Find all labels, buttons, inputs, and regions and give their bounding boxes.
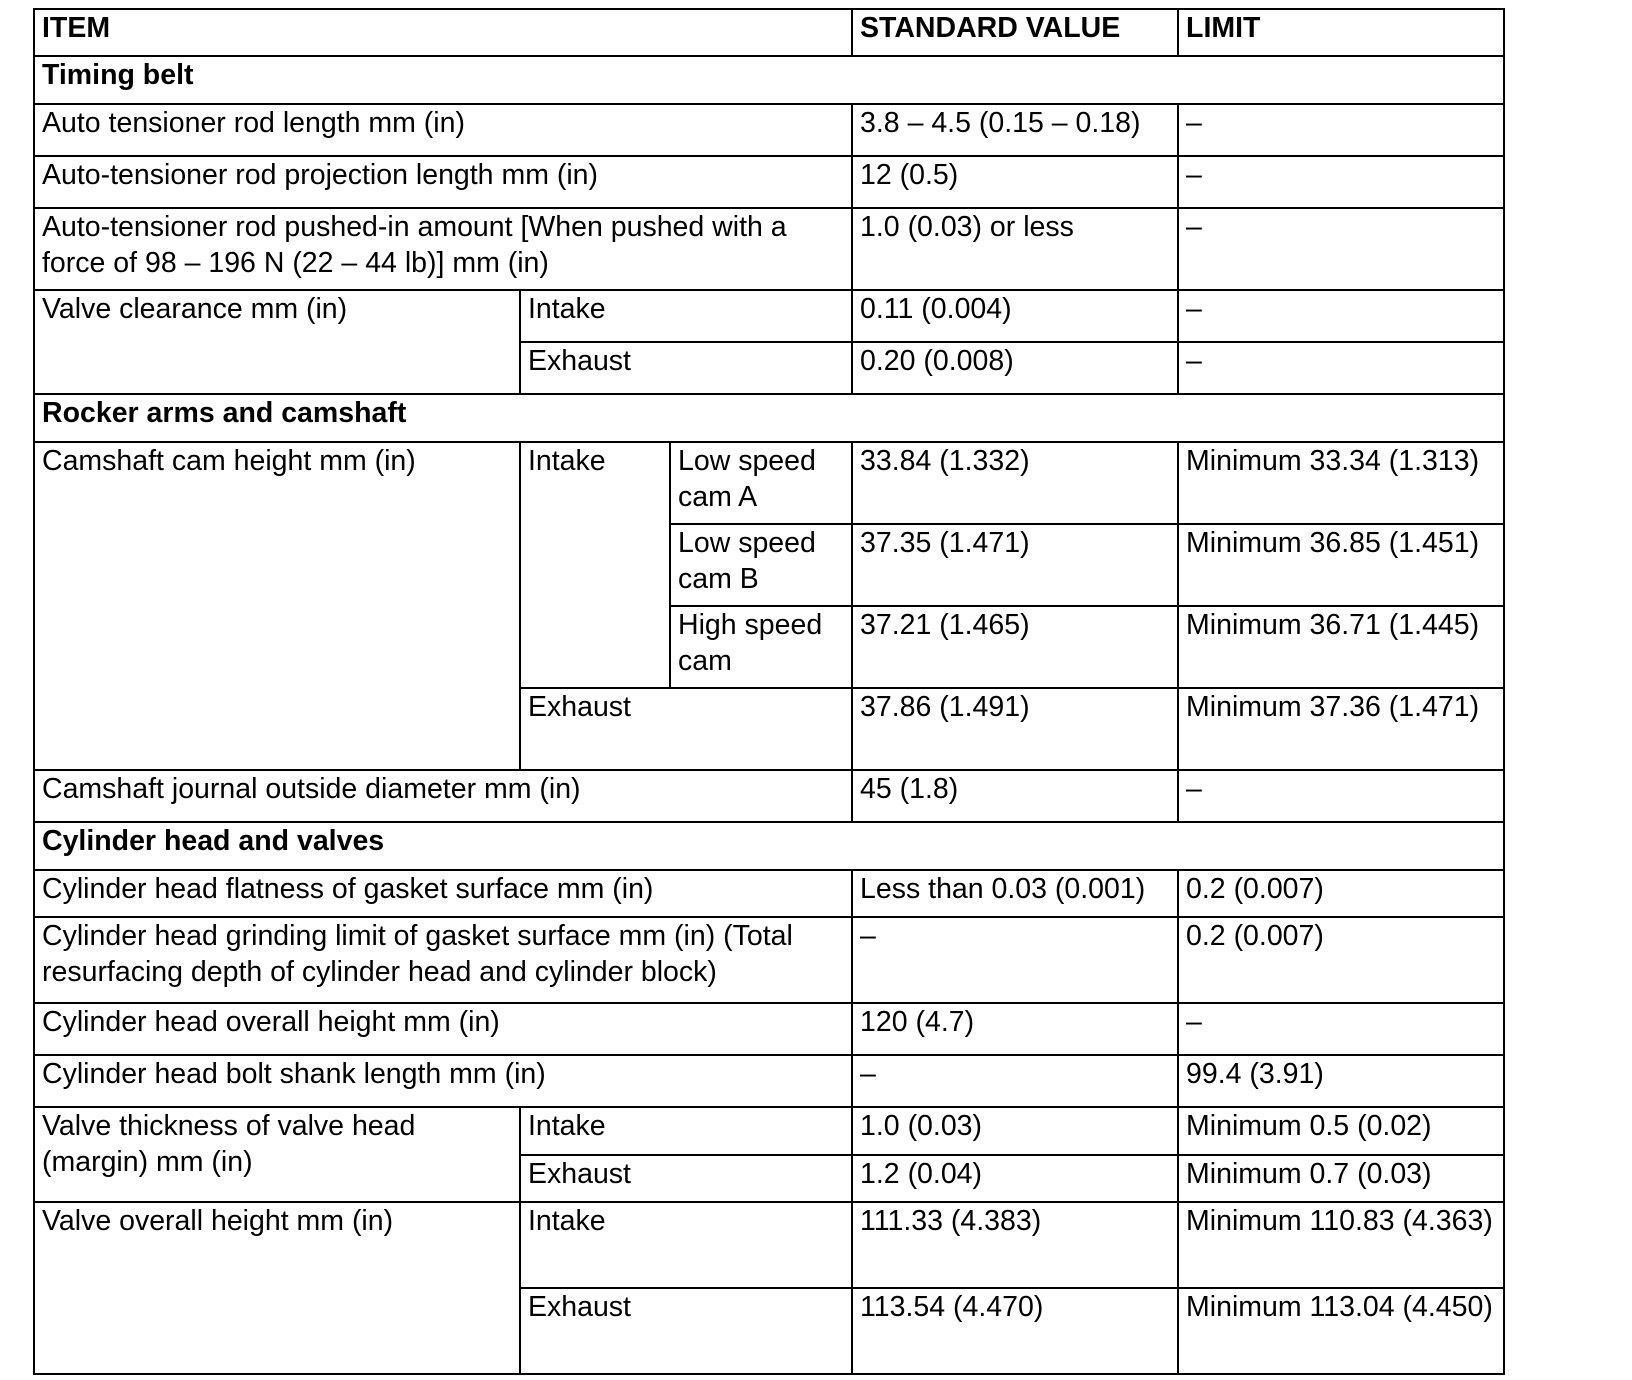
- standard-value-cell: 120 (4.7): [852, 1003, 1178, 1055]
- item-cell: Cylinder head bolt shank length mm (in): [34, 1055, 852, 1107]
- standard-value-cell: 37.86 (1.491): [852, 688, 1178, 770]
- item-cell: Cylinder head grinding limit of gasket surface mm (in) (Total resurfacing depth of cylinder head and cylinder block): [34, 917, 852, 1003]
- table-row: [34, 442, 1504, 524]
- table-row: [34, 870, 1504, 917]
- limit-cell: Minimum 36.85 (1.451): [1178, 524, 1504, 606]
- limit-cell: 0.2 (0.007): [1178, 917, 1504, 1003]
- sub-sub-item-cell: High speed cam: [670, 606, 852, 688]
- standard-value-cell: 0.20 (0.008): [852, 342, 1178, 394]
- section-title: Rocker arms and camshaft: [34, 394, 1504, 442]
- sub-item-cell: Intake: [520, 1202, 852, 1288]
- standard-value-cell: 1.0 (0.03): [852, 1107, 1178, 1155]
- sub-sub-item-cell: Low speed cam A: [670, 442, 852, 524]
- section-row-timing-belt: [34, 56, 1504, 104]
- section-row-cylinder-head: [34, 822, 1504, 870]
- sub-item-cell: Intake: [520, 442, 670, 688]
- standard-value-cell: 113.54 (4.470): [852, 1288, 1178, 1374]
- standard-value-cell: 33.84 (1.332): [852, 442, 1178, 524]
- section-row-rocker-arms: [34, 394, 1504, 442]
- section-title: Timing belt: [34, 56, 1504, 104]
- limit-cell: –: [1178, 104, 1504, 156]
- item-cell: Cylinder head flatness of gasket surface mm (in): [34, 870, 852, 917]
- standard-value-cell: –: [852, 917, 1178, 1003]
- limit-cell: 99.4 (3.91): [1178, 1055, 1504, 1107]
- limit-cell: –: [1178, 770, 1504, 822]
- standard-value-cell: 3.8 – 4.5 (0.15 – 0.18): [852, 104, 1178, 156]
- limit-cell: –: [1178, 342, 1504, 394]
- table-row: [34, 770, 1504, 822]
- limit-cell: –: [1178, 290, 1504, 342]
- header-item: ITEM: [34, 9, 852, 56]
- limit-cell: –: [1178, 156, 1504, 208]
- table-row: [34, 1055, 1504, 1107]
- item-cell: Auto tensioner rod length mm (in): [34, 104, 852, 156]
- standard-value-cell: Less than 0.03 (0.001): [852, 870, 1178, 917]
- table-row: [34, 917, 1504, 1003]
- table-row: [34, 1003, 1504, 1055]
- item-cell: Camshaft cam height mm (in): [34, 442, 520, 770]
- item-cell: Cylinder head overall height mm (in): [34, 1003, 852, 1055]
- item-cell: Auto-tensioner rod pushed-in amount [When pushed with a force of 98 – 196 N (22 – 44 lb)] mm (in): [34, 208, 852, 290]
- limit-cell: Minimum 113.04 (4.450): [1178, 1288, 1504, 1374]
- limit-cell: –: [1178, 1003, 1504, 1055]
- specification-table: [33, 8, 1505, 1375]
- sub-item-cell: Intake: [520, 290, 852, 342]
- item-cell: Camshaft journal outside diameter mm (in): [34, 770, 852, 822]
- table-row: [34, 1202, 1504, 1288]
- limit-cell: Minimum 0.7 (0.03): [1178, 1155, 1504, 1202]
- item-cell: Valve overall height mm (in): [34, 1202, 520, 1374]
- item-cell: Valve clearance mm (in): [34, 290, 520, 394]
- limit-cell: Minimum 37.36 (1.471): [1178, 688, 1504, 770]
- item-cell: Auto-tensioner rod projection length mm (in): [34, 156, 852, 208]
- sub-sub-item-cell: Low speed cam B: [670, 524, 852, 606]
- item-cell: Valve thickness of valve head (margin) mm (in): [34, 1107, 520, 1202]
- standard-value-cell: 1.0 (0.03) or less: [852, 208, 1178, 290]
- table-row: [34, 104, 1504, 156]
- standard-value-cell: 0.11 (0.004): [852, 290, 1178, 342]
- standard-value-cell: 45 (1.8): [852, 770, 1178, 822]
- limit-cell: 0.2 (0.007): [1178, 870, 1504, 917]
- sub-item-cell: Exhaust: [520, 342, 852, 394]
- header-row: [34, 9, 1504, 56]
- limit-cell: Minimum 110.83 (4.363): [1178, 1202, 1504, 1288]
- standard-value-cell: –: [852, 1055, 1178, 1107]
- standard-value-cell: 37.35 (1.471): [852, 524, 1178, 606]
- section-title: Cylinder head and valves: [34, 822, 1504, 870]
- header-standard-value: STANDARD VALUE: [852, 9, 1178, 56]
- header-limit: LIMIT: [1178, 9, 1504, 56]
- limit-cell: Minimum 0.5 (0.02): [1178, 1107, 1504, 1155]
- table-row: [34, 290, 1504, 342]
- standard-value-cell: 111.33 (4.383): [852, 1202, 1178, 1288]
- standard-value-cell: 37.21 (1.465): [852, 606, 1178, 688]
- limit-cell: Minimum 36.71 (1.445): [1178, 606, 1504, 688]
- table-row: [34, 208, 1504, 290]
- sub-item-cell: Exhaust: [520, 1288, 852, 1374]
- limit-cell: –: [1178, 208, 1504, 290]
- table-row: [34, 1107, 1504, 1155]
- sub-item-cell: Exhaust: [520, 1155, 852, 1202]
- sub-item-cell: Exhaust: [520, 688, 852, 770]
- standard-value-cell: 1.2 (0.04): [852, 1155, 1178, 1202]
- sub-item-cell: Intake: [520, 1107, 852, 1155]
- limit-cell: Minimum 33.34 (1.313): [1178, 442, 1504, 524]
- standard-value-cell: 12 (0.5): [852, 156, 1178, 208]
- table-row: [34, 156, 1504, 208]
